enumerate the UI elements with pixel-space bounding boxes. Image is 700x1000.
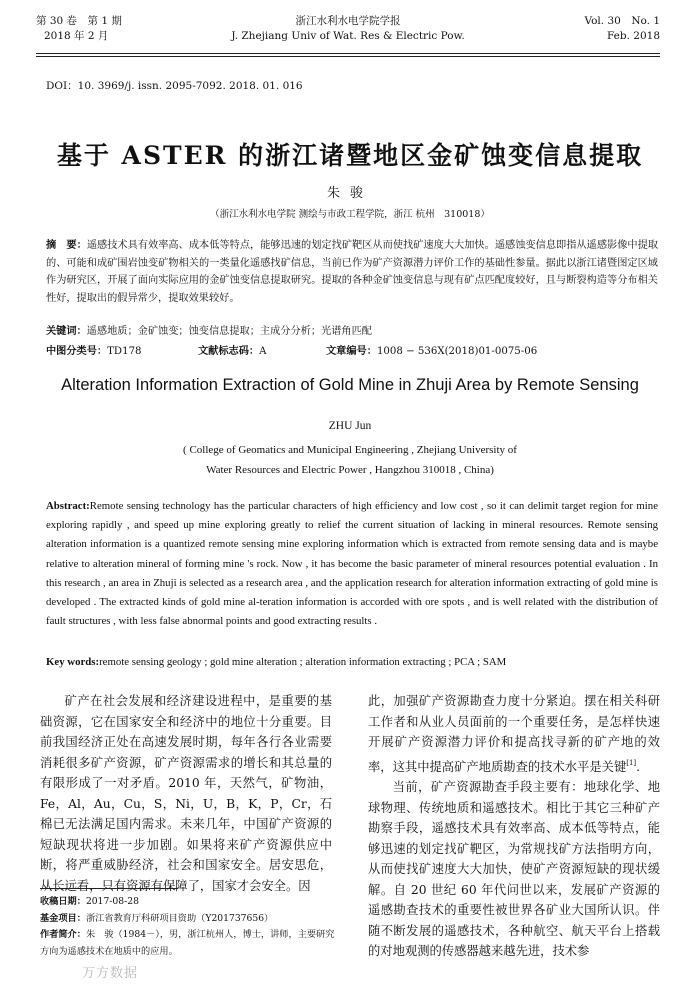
affiliation-en: ( College of Geomatics and Municipal Engineering , Zhejiang University of Water Resources and Electric Power , Hangzhou 310018 , China) <box>183 444 517 476</box>
author-cn: 朱骏 <box>326 186 373 201</box>
keywords-en <box>46 656 658 668</box>
header-rule-double <box>36 56 660 57</box>
keywords-cn-label: 关键词： <box>46 326 87 337</box>
abstract-en-text: Remote sensing technology has the particular characters of high efficiency and low cost , so it can delimit target region for mine exploring rapidly , and speed up mine exploring greatly to relief the current situation of lacking in mineral resources. Remote sensing alteration information is a quantized remote sensing mine exploring information which is extracted from remote sensing data and is maybe relative to alteration mineral of forming mine 's rock. Now , it has become the basic parameter of mineral resources potential evaluation . In this research , an area in Zhuji is selected as a research area , and the application research for alteration information extracting of gold mine is developed . The extracted kinds of gold mine al-teration information is accorded with ore spots , and is well related with the distribution of fault structures , with less false abnormal points and good extracting results . <box>46 500 658 628</box>
keywords-cn <box>46 324 658 340</box>
doc-code-label: 文献标志码： <box>198 346 260 357</box>
abstract-cn-label: 摘 要： <box>46 240 87 251</box>
footnote-received: 收稿日期：2017-08-28 <box>40 896 139 907</box>
body-paragraph: 当前，矿产资源勘查手段主要有：地球化学、地球物理、传统地质和遥感技术。相比于其它三种矿产勘察手段，遥感技术具有效率高、成本低等特点，能够迅速的划定找矿靶区，为常规找矿方法指明方向，从而使找矿速度大大加快，使矿产资源短缺的现状缓解。自 20 世纪 60 年代问世以来，发展矿产资源的遥感勘查技术的重要性被世界各矿业大国所认识。伴随不断发展的遥感技术，各种航空、航天平台上搭载的对地观测的传感器越来越先进，技术参 <box>368 780 660 958</box>
journal-name: 浙江水利水电学院学报 J. Zhejiang Univ of Wat. Res & Electric Pow. <box>231 15 465 42</box>
footnote-fund: 基金项目：浙江省教育厅科研项目资助（Y201737656） <box>40 912 274 924</box>
journal-volume-issue: 第 30 卷 第 1 期 2018 年 2 月 <box>36 15 122 42</box>
abstract-en-label: Abstract: <box>46 500 90 512</box>
clc-value: TD178 <box>107 346 142 357</box>
keywords-en-label: Key words: <box>46 656 100 668</box>
clc-label: 中图分类号： <box>46 346 108 357</box>
author-en: ZHU Jun <box>328 420 372 432</box>
article-number-value: 1008 − 536X(2018)01-0075-06 <box>376 346 538 357</box>
affiliation-cn: （浙江水利水电学院 测绘与市政工程学院，浙江 杭州 310018） <box>210 209 490 220</box>
footnote-author: 作者简介：朱 骏（1984－），男，浙江杭州人，博士，讲师，主要研究方向为遥感技术在地质中的应用。 <box>40 929 335 957</box>
body-column-left <box>40 691 332 896</box>
abstract-cn-text: 遥感技术具有效率高、成本低等特点，能够迅速的划定找矿靶区从而使找矿速度大大加快。遥感蚀变信息即指从遥感影像中提取的、可能和成矿围岩蚀变矿物相关的一类量化遥感找矿信息，当前已作为矿产资源潜力评价工作的基础性参量。据此以浙江诸暨图定区域作为研究区，开展了面向实际应用的金矿蚀变信息提取研究。提取的各种金矿蚀变信息与现有矿点匹配度较好，且与断裂构造等分布相关性好，提取出的假异常少，提取效果较好。 <box>46 240 659 304</box>
citation-ref: [1] <box>626 758 637 767</box>
header-rule <box>36 53 660 54</box>
footnotes <box>40 894 340 960</box>
keywords-en-text: remote sensing geology ; gold mine alteration ; alteration information extracting ; PCA ; SAM <box>99 656 507 668</box>
body-paragraph-continued: 此，加强矿产资源勘查力度十分紧迫。摆在相关科研工作者和从业人员面前的一个重要任务，是怎样快速开展矿产资源潜力评价和提高找寻新的矿产地的效率，这其中提高矿产地质勘查的技术水平是关键[1]. <box>368 694 660 774</box>
watermark: 万方数据 <box>82 966 139 981</box>
body-paragraph: 矿产在社会发展和经济建设进程中，是重要的基础资源，它在国家安全和经济中的地位十分重要。目前我国经济正处在高速发展时期，每年各行各业需要消耗很多矿产资源，矿产资源需求的增长和其总量的有限形成了一对矛盾。2010 年，天然气，矿物油，Fe，Al，Au，Cu，S，Ni，U，B，K，P，Cr，石棉已无法满足国内需求。未来几年，中国矿产资源的短缺现状将进一步加剧。如果将来矿产资源供应中断，将严重威胁经济，社会和国家安全。居安思危，从长远看，只有资源有保障了，国家才会安全。因 <box>40 694 332 893</box>
journal-volume-en: Vol. 30 No. 1 Feb. 2018 <box>584 15 660 42</box>
body-column-right <box>368 691 660 962</box>
article-number-label: 文章编号： <box>326 346 377 357</box>
keywords-cn-text: 遥感地质；金矿蚀变；蚀变信息提取；主成分分析；光谱角匹配 <box>86 326 372 337</box>
paper-title-cn: 基于 ASTER 的浙江诸暨地区金矿蚀变信息提取 <box>56 141 644 170</box>
abstract-cn <box>46 237 658 307</box>
running-header <box>36 14 660 50</box>
doc-code-value: A <box>259 346 267 357</box>
doi: DOI：10. 3969/j. issn. 2095-7092. 2018. 01. 016 <box>46 80 303 92</box>
footnote-rule <box>40 888 178 889</box>
abstract-en <box>46 497 658 631</box>
paper-title-en: Alteration Information Extraction of Gold Mine in Zhuji Area by Remote Sensing <box>61 376 639 394</box>
